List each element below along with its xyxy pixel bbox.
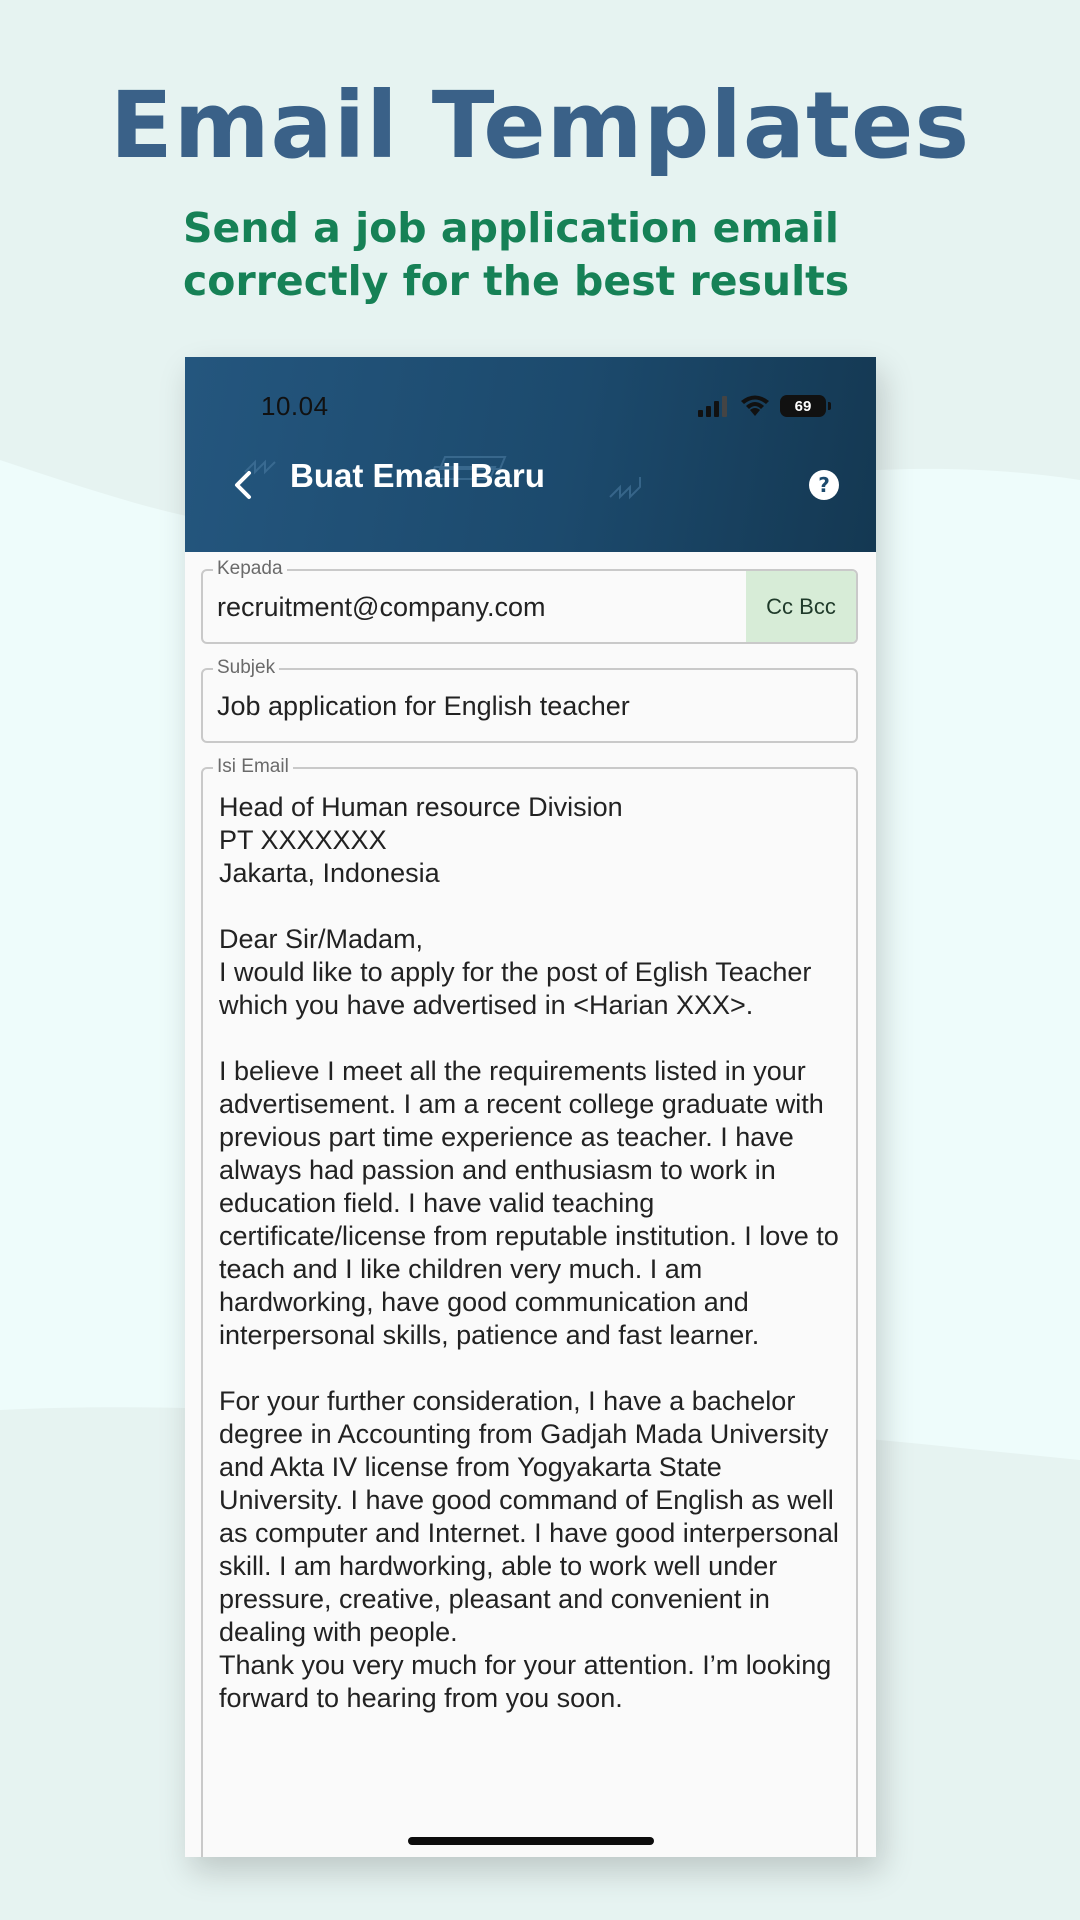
home-indicator[interactable] [408,1837,654,1845]
help-button[interactable] [808,469,840,501]
subject-label: Subjek [213,657,279,679]
app-header [185,357,876,552]
body-field[interactable] [201,756,858,1857]
help-circle-icon [808,469,840,501]
header-title: Buat Email Baru [290,457,545,494]
subject-input[interactable]: Job application for English teacher [217,691,630,721]
back-button[interactable] [225,465,265,505]
wifi-icon [740,395,770,417]
phone-screen [185,357,876,1857]
cellular-signal-icon [698,395,730,417]
svg-text:?: ? [818,473,830,497]
subject-field[interactable] [201,657,858,743]
to-label: Kepada [213,558,287,580]
body-label: Isi Email [213,756,293,778]
status-time: 10.04 [261,391,329,421]
status-icons [698,393,826,419]
header-decoration [185,357,876,552]
battery-level: 69 [794,397,812,415]
promo-title: Email Templates [109,72,971,179]
to-field[interactable] [201,558,858,644]
battery-icon [780,395,826,417]
chevron-left-icon [225,465,265,505]
cc-bcc-button[interactable]: Cc Bcc [746,571,856,642]
body-textarea[interactable]: Head of Human resource Division PT XXXXXXX Jakarta, Indonesia Dear Sir/Madam, I would like to apply for the post of Eglish Teacher which you have advertised in <Harian XXX>. I believe I meet all the requirements listed in your advertisement. I am a recent college graduate with previous part time experience as teacher. I have always had passion and enthusiasm to work in education field. I have valid teaching certificate/license from reputable institution. I love to teach and I like children very much. I am hardworking, have good communication and interpersonal skills, patience and fast learner. For your further consideration, I have a bachelor degree in Accounting from Gadjah Mada University and Akta IV license from Yogyakarta State University. I have good command of English as well as computer and Internet. I have good interpersonal skill. I am hardworking, able to work well under pressure, creative, pleasant and convenient in dealing with people. Thank you very much for your attention. I’m looking forward to hearing from you soon. [219,792,839,1713]
to-input[interactable]: recruitment@company.com [217,592,546,622]
promo-subtitle: Send a job application email correctly for the best results [183,204,850,305]
